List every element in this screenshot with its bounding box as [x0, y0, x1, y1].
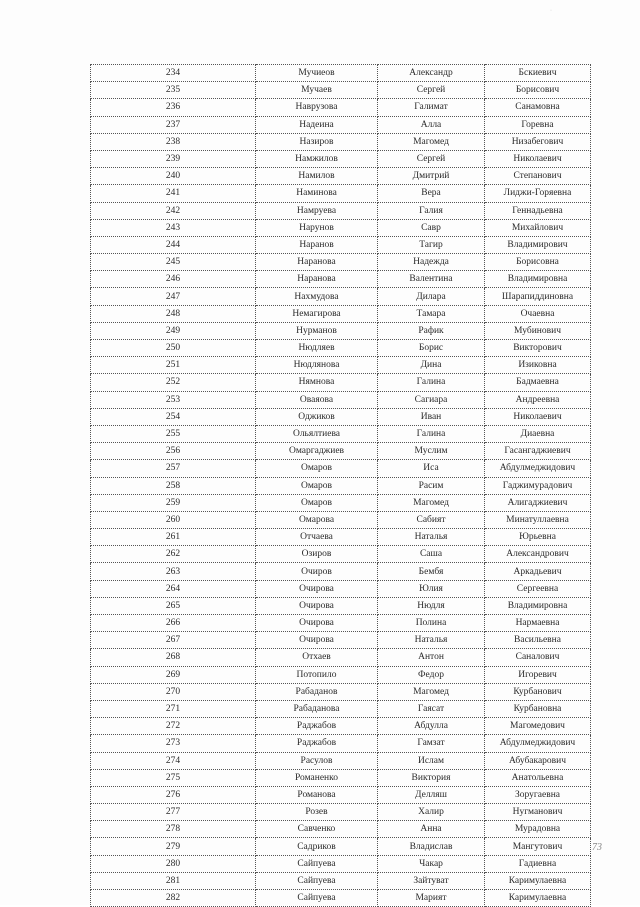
- first-name-cell: Надежда: [378, 254, 485, 271]
- first-name-cell: Юлия: [378, 580, 485, 597]
- patronymic-cell: Абубакарович: [485, 752, 591, 769]
- table-row: [91, 786, 591, 803]
- surname-cell: Омаров: [256, 460, 378, 477]
- table-row: [91, 82, 591, 99]
- patronymic-cell: Бскиевич: [485, 65, 591, 82]
- row-number-cell: 244: [91, 236, 256, 253]
- first-name-cell: Абдулла: [378, 718, 485, 735]
- first-name-cell: Магомед: [378, 683, 485, 700]
- surname-cell: Назиров: [256, 133, 378, 150]
- surname-cell: Сайпуева: [256, 855, 378, 872]
- table-row: [91, 150, 591, 167]
- table-row: [91, 374, 591, 391]
- row-number-cell: 254: [91, 408, 256, 425]
- patronymic-cell: Васильевна: [485, 632, 591, 649]
- surname-cell: Нямнова: [256, 374, 378, 391]
- table-row: [91, 65, 591, 82]
- patronymic-cell: Нугманович: [485, 804, 591, 821]
- surname-cell: Очирова: [256, 632, 378, 649]
- surname-cell: Омаров: [256, 477, 378, 494]
- surname-cell: Намилов: [256, 168, 378, 185]
- first-name-cell: Галимат: [378, 99, 485, 116]
- patronymic-cell: Нармаевна: [485, 615, 591, 632]
- table-row: [91, 133, 591, 150]
- first-name-cell: Наталья: [378, 632, 485, 649]
- row-number-cell: 251: [91, 357, 256, 374]
- patronymic-cell: Геннадьевна: [485, 202, 591, 219]
- patronymic-cell: Гаджимурадович: [485, 477, 591, 494]
- first-name-cell: Сергей: [378, 150, 485, 167]
- surname-cell: Расулов: [256, 752, 378, 769]
- roster-table: [90, 64, 591, 907]
- patronymic-cell: Курбановна: [485, 700, 591, 717]
- patronymic-cell: Игоревич: [485, 666, 591, 683]
- row-number-cell: 255: [91, 425, 256, 442]
- first-name-cell: Чакар: [378, 855, 485, 872]
- surname-cell: Романенко: [256, 769, 378, 786]
- patronymic-cell: Борисович: [485, 82, 591, 99]
- row-number-cell: 263: [91, 563, 256, 580]
- surname-cell: Очирова: [256, 580, 378, 597]
- surname-cell: Наранова: [256, 271, 378, 288]
- row-number-cell: 237: [91, 116, 256, 133]
- table-row: [91, 219, 591, 236]
- first-name-cell: Халир: [378, 804, 485, 821]
- patronymic-cell: Диаевна: [485, 425, 591, 442]
- row-number-cell: 236: [91, 99, 256, 116]
- patronymic-cell: Владимировна: [485, 597, 591, 614]
- first-name-cell: Алла: [378, 116, 485, 133]
- surname-cell: Очирова: [256, 615, 378, 632]
- patronymic-cell: Сергеевна: [485, 580, 591, 597]
- first-name-cell: Гамзат: [378, 735, 485, 752]
- row-number-cell: 240: [91, 168, 256, 185]
- first-name-cell: Тагир: [378, 236, 485, 253]
- first-name-cell: Марият: [378, 890, 485, 907]
- row-number-cell: 267: [91, 632, 256, 649]
- surname-cell: Рабаданова: [256, 700, 378, 717]
- first-name-cell: Бембя: [378, 563, 485, 580]
- first-name-cell: Дмитрий: [378, 168, 485, 185]
- table-row: [91, 116, 591, 133]
- surname-cell: Омарова: [256, 511, 378, 528]
- surname-cell: Омаров: [256, 494, 378, 511]
- first-name-cell: Рафик: [378, 322, 485, 339]
- table-row: [91, 752, 591, 769]
- row-number-cell: 270: [91, 683, 256, 700]
- first-name-cell: Сагиара: [378, 391, 485, 408]
- patronymic-cell: Каримулаевна: [485, 872, 591, 889]
- patronymic-cell: Андреевна: [485, 391, 591, 408]
- first-name-cell: Тамара: [378, 305, 485, 322]
- row-number-cell: 281: [91, 872, 256, 889]
- row-number-cell: 258: [91, 477, 256, 494]
- table-row: [91, 890, 591, 907]
- table-row: [91, 305, 591, 322]
- patronymic-cell: Зоругаевна: [485, 786, 591, 803]
- table-row: [91, 288, 591, 305]
- first-name-cell: Сергей: [378, 82, 485, 99]
- first-name-cell: Муслим: [378, 443, 485, 460]
- first-name-cell: Расим: [378, 477, 485, 494]
- patronymic-cell: Гадиевна: [485, 855, 591, 872]
- surname-cell: Нюдлянова: [256, 357, 378, 374]
- patronymic-cell: Викторович: [485, 340, 591, 357]
- table-row: [91, 99, 591, 116]
- row-number-cell: 241: [91, 185, 256, 202]
- row-number-cell: 277: [91, 804, 256, 821]
- patronymic-cell: Мурадовна: [485, 821, 591, 838]
- surname-cell: Романова: [256, 786, 378, 803]
- patronymic-cell: Степанович: [485, 168, 591, 185]
- surname-cell: Сайпуева: [256, 872, 378, 889]
- patronymic-cell: Анатольевна: [485, 769, 591, 786]
- surname-cell: Савченко: [256, 821, 378, 838]
- table-row: [91, 563, 591, 580]
- first-name-cell: Борис: [378, 340, 485, 357]
- table-row: [91, 425, 591, 442]
- first-name-cell: Савр: [378, 219, 485, 236]
- table-row: [91, 700, 591, 717]
- patronymic-cell: Николаевич: [485, 408, 591, 425]
- table-row: [91, 357, 591, 374]
- surname-cell: Наранов: [256, 236, 378, 253]
- row-number-cell: 239: [91, 150, 256, 167]
- first-name-cell: Дина: [378, 357, 485, 374]
- first-name-cell: Галина: [378, 425, 485, 442]
- surname-cell: Очиров: [256, 563, 378, 580]
- table-row: [91, 649, 591, 666]
- first-name-cell: Сабият: [378, 511, 485, 528]
- row-number-cell: 264: [91, 580, 256, 597]
- table-row: [91, 872, 591, 889]
- first-name-cell: Анна: [378, 821, 485, 838]
- row-number-cell: 268: [91, 649, 256, 666]
- roster-body: [91, 65, 591, 907]
- table-row: [91, 494, 591, 511]
- table-row: [91, 580, 591, 597]
- patronymic-cell: Абдулмеджидович: [485, 460, 591, 477]
- surname-cell: Надеина: [256, 116, 378, 133]
- row-number-cell: 265: [91, 597, 256, 614]
- surname-cell: Нурманов: [256, 322, 378, 339]
- table-row: [91, 735, 591, 752]
- first-name-cell: Александр: [378, 65, 485, 82]
- patronymic-cell: Борисовна: [485, 254, 591, 271]
- first-name-cell: Магомед: [378, 494, 485, 511]
- surname-cell: Отхаев: [256, 649, 378, 666]
- first-name-cell: Наталья: [378, 529, 485, 546]
- surname-cell: Озиров: [256, 546, 378, 563]
- row-number-cell: 278: [91, 821, 256, 838]
- table-row: [91, 236, 591, 253]
- surname-cell: Потопило: [256, 666, 378, 683]
- surname-cell: Розев: [256, 804, 378, 821]
- first-name-cell: Виктория: [378, 769, 485, 786]
- surname-cell: Раджабов: [256, 735, 378, 752]
- surname-cell: Очирова: [256, 597, 378, 614]
- first-name-cell: Галия: [378, 202, 485, 219]
- surname-cell: Немагирова: [256, 305, 378, 322]
- patronymic-cell: Шарапиддиновна: [485, 288, 591, 305]
- row-number-cell: 247: [91, 288, 256, 305]
- row-number-cell: 250: [91, 340, 256, 357]
- patronymic-cell: Юрьевна: [485, 529, 591, 546]
- patronymic-cell: Аркадьевич: [485, 563, 591, 580]
- patronymic-cell: Владимировна: [485, 271, 591, 288]
- table-row: [91, 408, 591, 425]
- patronymic-cell: Каримулаевна: [485, 890, 591, 907]
- surname-cell: Нарунов: [256, 219, 378, 236]
- patronymic-cell: Очаевна: [485, 305, 591, 322]
- surname-cell: Отчаева: [256, 529, 378, 546]
- first-name-cell: Ислам: [378, 752, 485, 769]
- row-number-cell: 234: [91, 65, 256, 82]
- row-number-cell: 249: [91, 322, 256, 339]
- table-row: [91, 460, 591, 477]
- surname-cell: Нахмудова: [256, 288, 378, 305]
- table-row: [91, 615, 591, 632]
- row-number-cell: 252: [91, 374, 256, 391]
- patronymic-cell: Николаевич: [485, 150, 591, 167]
- row-number-cell: 257: [91, 460, 256, 477]
- patronymic-cell: Гасангаджиевич: [485, 443, 591, 460]
- first-name-cell: Зайтуват: [378, 872, 485, 889]
- table-row: [91, 821, 591, 838]
- row-number-cell: 282: [91, 890, 256, 907]
- table-row: [91, 340, 591, 357]
- row-number-cell: 276: [91, 786, 256, 803]
- first-name-cell: Саша: [378, 546, 485, 563]
- first-name-cell: Делляш: [378, 786, 485, 803]
- corner-mark: ·: [550, 8, 552, 14]
- surname-cell: Сайпуева: [256, 890, 378, 907]
- patronymic-cell: Бадмаевна: [485, 374, 591, 391]
- surname-cell: Рабаданов: [256, 683, 378, 700]
- table-row: [91, 391, 591, 408]
- first-name-cell: Нюдля: [378, 597, 485, 614]
- table-row: [91, 718, 591, 735]
- first-name-cell: Дилара: [378, 288, 485, 305]
- patronymic-cell: Владимирович: [485, 236, 591, 253]
- table-row: [91, 443, 591, 460]
- table-row: [91, 597, 591, 614]
- patronymic-cell: Магомедович: [485, 718, 591, 735]
- table-row: [91, 683, 591, 700]
- surname-cell: Наминова: [256, 185, 378, 202]
- first-name-cell: Полина: [378, 615, 485, 632]
- first-name-cell: Магомед: [378, 133, 485, 150]
- surname-cell: Намруева: [256, 202, 378, 219]
- table-row: [91, 185, 591, 202]
- row-number-cell: 273: [91, 735, 256, 752]
- patronymic-cell: Михайлович: [485, 219, 591, 236]
- surname-cell: Наврузова: [256, 99, 378, 116]
- patronymic-cell: Мубинович: [485, 322, 591, 339]
- row-number-cell: 253: [91, 391, 256, 408]
- patronymic-cell: Мангутович: [485, 838, 591, 855]
- table-row: [91, 511, 591, 528]
- row-number-cell: 256: [91, 443, 256, 460]
- first-name-cell: Вера: [378, 185, 485, 202]
- row-number-cell: 272: [91, 718, 256, 735]
- patronymic-cell: Александрович: [485, 546, 591, 563]
- surname-cell: Раджабов: [256, 718, 378, 735]
- patronymic-cell: Изиковна: [485, 357, 591, 374]
- patronymic-cell: Низабегович: [485, 133, 591, 150]
- surname-cell: Омаргаджиев: [256, 443, 378, 460]
- surname-cell: Ольялтиева: [256, 425, 378, 442]
- surname-cell: Мучаев: [256, 82, 378, 99]
- row-number-cell: 238: [91, 133, 256, 150]
- first-name-cell: Гаясат: [378, 700, 485, 717]
- patronymic-cell: Алигаджиевич: [485, 494, 591, 511]
- table-row: [91, 254, 591, 271]
- first-name-cell: Федор: [378, 666, 485, 683]
- row-number-cell: 243: [91, 219, 256, 236]
- table-row: [91, 168, 591, 185]
- patronymic-cell: Саналович: [485, 649, 591, 666]
- first-name-cell: Антон: [378, 649, 485, 666]
- table-row: [91, 855, 591, 872]
- page-number: 73: [592, 842, 602, 853]
- row-number-cell: 246: [91, 271, 256, 288]
- surname-cell: Оваяова: [256, 391, 378, 408]
- first-name-cell: Валентина: [378, 271, 485, 288]
- row-number-cell: 259: [91, 494, 256, 511]
- patronymic-cell: Санамовна: [485, 99, 591, 116]
- surname-cell: Наранова: [256, 254, 378, 271]
- row-number-cell: 242: [91, 202, 256, 219]
- table-row: [91, 769, 591, 786]
- surname-cell: Мучиеов: [256, 65, 378, 82]
- row-number-cell: 266: [91, 615, 256, 632]
- surname-cell: Намжилов: [256, 150, 378, 167]
- table-row: [91, 529, 591, 546]
- row-number-cell: 235: [91, 82, 256, 99]
- row-number-cell: 280: [91, 855, 256, 872]
- table-row: [91, 804, 591, 821]
- row-number-cell: 279: [91, 838, 256, 855]
- table-row: [91, 202, 591, 219]
- table-row: [91, 271, 591, 288]
- surname-cell: Оджиков: [256, 408, 378, 425]
- row-number-cell: 245: [91, 254, 256, 271]
- row-number-cell: 262: [91, 546, 256, 563]
- row-number-cell: 275: [91, 769, 256, 786]
- table-row: [91, 632, 591, 649]
- patronymic-cell: Горевна: [485, 116, 591, 133]
- table-row: [91, 322, 591, 339]
- table-row: [91, 546, 591, 563]
- table-row: [91, 666, 591, 683]
- row-number-cell: 269: [91, 666, 256, 683]
- patronymic-cell: Лиджи-Горяевна: [485, 185, 591, 202]
- first-name-cell: Иса: [378, 460, 485, 477]
- table-row: [91, 477, 591, 494]
- first-name-cell: Галина: [378, 374, 485, 391]
- patronymic-cell: Абдулмеджидович: [485, 735, 591, 752]
- first-name-cell: Владислав: [378, 838, 485, 855]
- row-number-cell: 271: [91, 700, 256, 717]
- table-row: [91, 838, 591, 855]
- row-number-cell: 274: [91, 752, 256, 769]
- surname-cell: Садриков: [256, 838, 378, 855]
- row-number-cell: 248: [91, 305, 256, 322]
- row-number-cell: 261: [91, 529, 256, 546]
- patronymic-cell: Минатуллаевна: [485, 511, 591, 528]
- row-number-cell: 260: [91, 511, 256, 528]
- patronymic-cell: Курбанович: [485, 683, 591, 700]
- first-name-cell: Иван: [378, 408, 485, 425]
- surname-cell: Нюдляев: [256, 340, 378, 357]
